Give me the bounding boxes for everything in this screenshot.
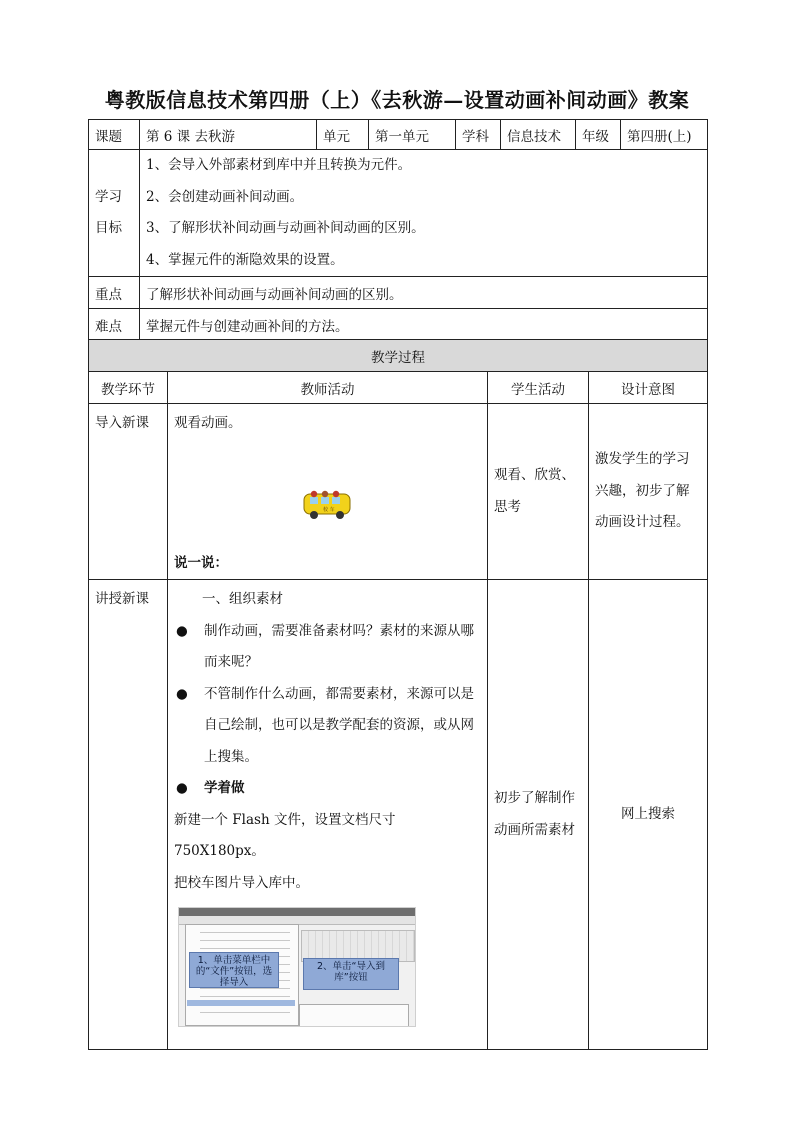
teach-para2: 把校车图片导入库中。 bbox=[174, 874, 309, 891]
bullet-dot-icon: ● bbox=[176, 780, 188, 796]
grade-label: 年级 bbox=[576, 120, 621, 150]
document-title: 粤教版信息技术第四册（上）《去秋游—设置动画补间动画》教案 bbox=[104, 88, 690, 112]
intro-student-text: 观看、欣赏、思考 bbox=[494, 467, 575, 515]
bullet-item bbox=[174, 616, 481, 679]
objective-item: 1、会导入外部素材到库中并且转换为元件。 bbox=[146, 157, 412, 173]
school-bus-image bbox=[301, 488, 355, 522]
header-stage: 教学环节 bbox=[89, 372, 168, 404]
intro-stage-text: 导入新课 bbox=[95, 415, 149, 431]
process-table bbox=[88, 339, 708, 1050]
intro-teacher-line: 观看动画。 bbox=[174, 415, 242, 431]
bullet-item bbox=[174, 679, 481, 774]
intro-teacher bbox=[168, 404, 488, 580]
intro-intent-text: 激发学生的学习兴趣，初步了解动画设计过程。 bbox=[595, 451, 690, 531]
header-intent: 设计意图 bbox=[589, 372, 708, 404]
objectives-list bbox=[140, 150, 708, 277]
lesson-label: 课题 bbox=[89, 120, 140, 150]
difficulty-text: 掌握元件与创建动画补间的方法。 bbox=[140, 309, 708, 341]
objective-item: 2、会创建动画补间动画。 bbox=[146, 188, 304, 205]
bullet-dot-icon: ● bbox=[176, 622, 188, 639]
grade-value: 第四册(上) bbox=[621, 120, 708, 150]
intro-student bbox=[488, 404, 589, 580]
subject-label: 学科 bbox=[456, 120, 501, 150]
objectives-label-line1: 学习 bbox=[95, 188, 122, 205]
teach-teacher bbox=[168, 580, 488, 1050]
info-table bbox=[88, 119, 708, 341]
process-section-title: 教学过程 bbox=[89, 340, 708, 372]
bullet-item bbox=[174, 773, 481, 805]
say-label: 说一说： bbox=[174, 554, 228, 571]
subject-value: 信息技术 bbox=[501, 120, 576, 150]
bus-sign: 校 车 bbox=[322, 506, 335, 513]
header-teacher: 教师活动 bbox=[168, 372, 488, 404]
flash-menu-screenshot bbox=[178, 907, 416, 1027]
intro-intent bbox=[589, 404, 708, 580]
difficulty-label: 难点 bbox=[89, 309, 140, 341]
key-point-label: 重点 bbox=[89, 277, 140, 309]
objective-item: 3、了解形状补间动画与动画补间动画的区别。 bbox=[146, 220, 425, 236]
bullet-dot-icon: ● bbox=[176, 685, 188, 702]
teach-heading: 一、组织素材 bbox=[202, 591, 283, 607]
callout-file-menu: 1、单击菜单栏中的“文件”按钮，选择导入 bbox=[189, 952, 279, 988]
objectives-label-line2: 目标 bbox=[95, 220, 122, 236]
learn-do-label: 学着做 bbox=[204, 780, 245, 796]
objectives-label bbox=[89, 150, 140, 277]
unit-value: 第一单元 bbox=[369, 120, 456, 150]
teach-intent-text: 网上搜索 bbox=[621, 805, 675, 822]
intro-stage bbox=[89, 404, 168, 580]
teach-para1: 新建一个 Flash 文件，设置文档尺寸 750X180px。 bbox=[174, 811, 396, 859]
bullet-text: 制作动画，需要准备素材吗？素材的来源从哪而来呢？ bbox=[204, 622, 474, 670]
objective-item: 4、掌握元件的渐隐效果的设置。 bbox=[146, 251, 344, 268]
teach-stage-text: 讲授新课 bbox=[95, 591, 149, 607]
lesson-value: 第 6 课 去秋游 bbox=[140, 120, 317, 150]
header-student: 学生活动 bbox=[488, 372, 589, 404]
bullet-text: 不管制作什么动画，都需要素材，来源可以是自己绘制，也可以是教学配套的资源，或从网上搜集。 bbox=[204, 685, 474, 765]
teach-student bbox=[488, 580, 589, 1050]
callout-import-library: 2、单击“导入到库”按钮 bbox=[303, 958, 399, 990]
teach-stage bbox=[89, 580, 168, 1050]
teach-student-text: 初步了解制作动画所需素材 bbox=[494, 790, 575, 838]
teach-intent bbox=[589, 580, 708, 1050]
key-point-text: 了解形状补间动画与动画补间动画的区别。 bbox=[140, 277, 708, 309]
unit-label: 单元 bbox=[317, 120, 369, 150]
